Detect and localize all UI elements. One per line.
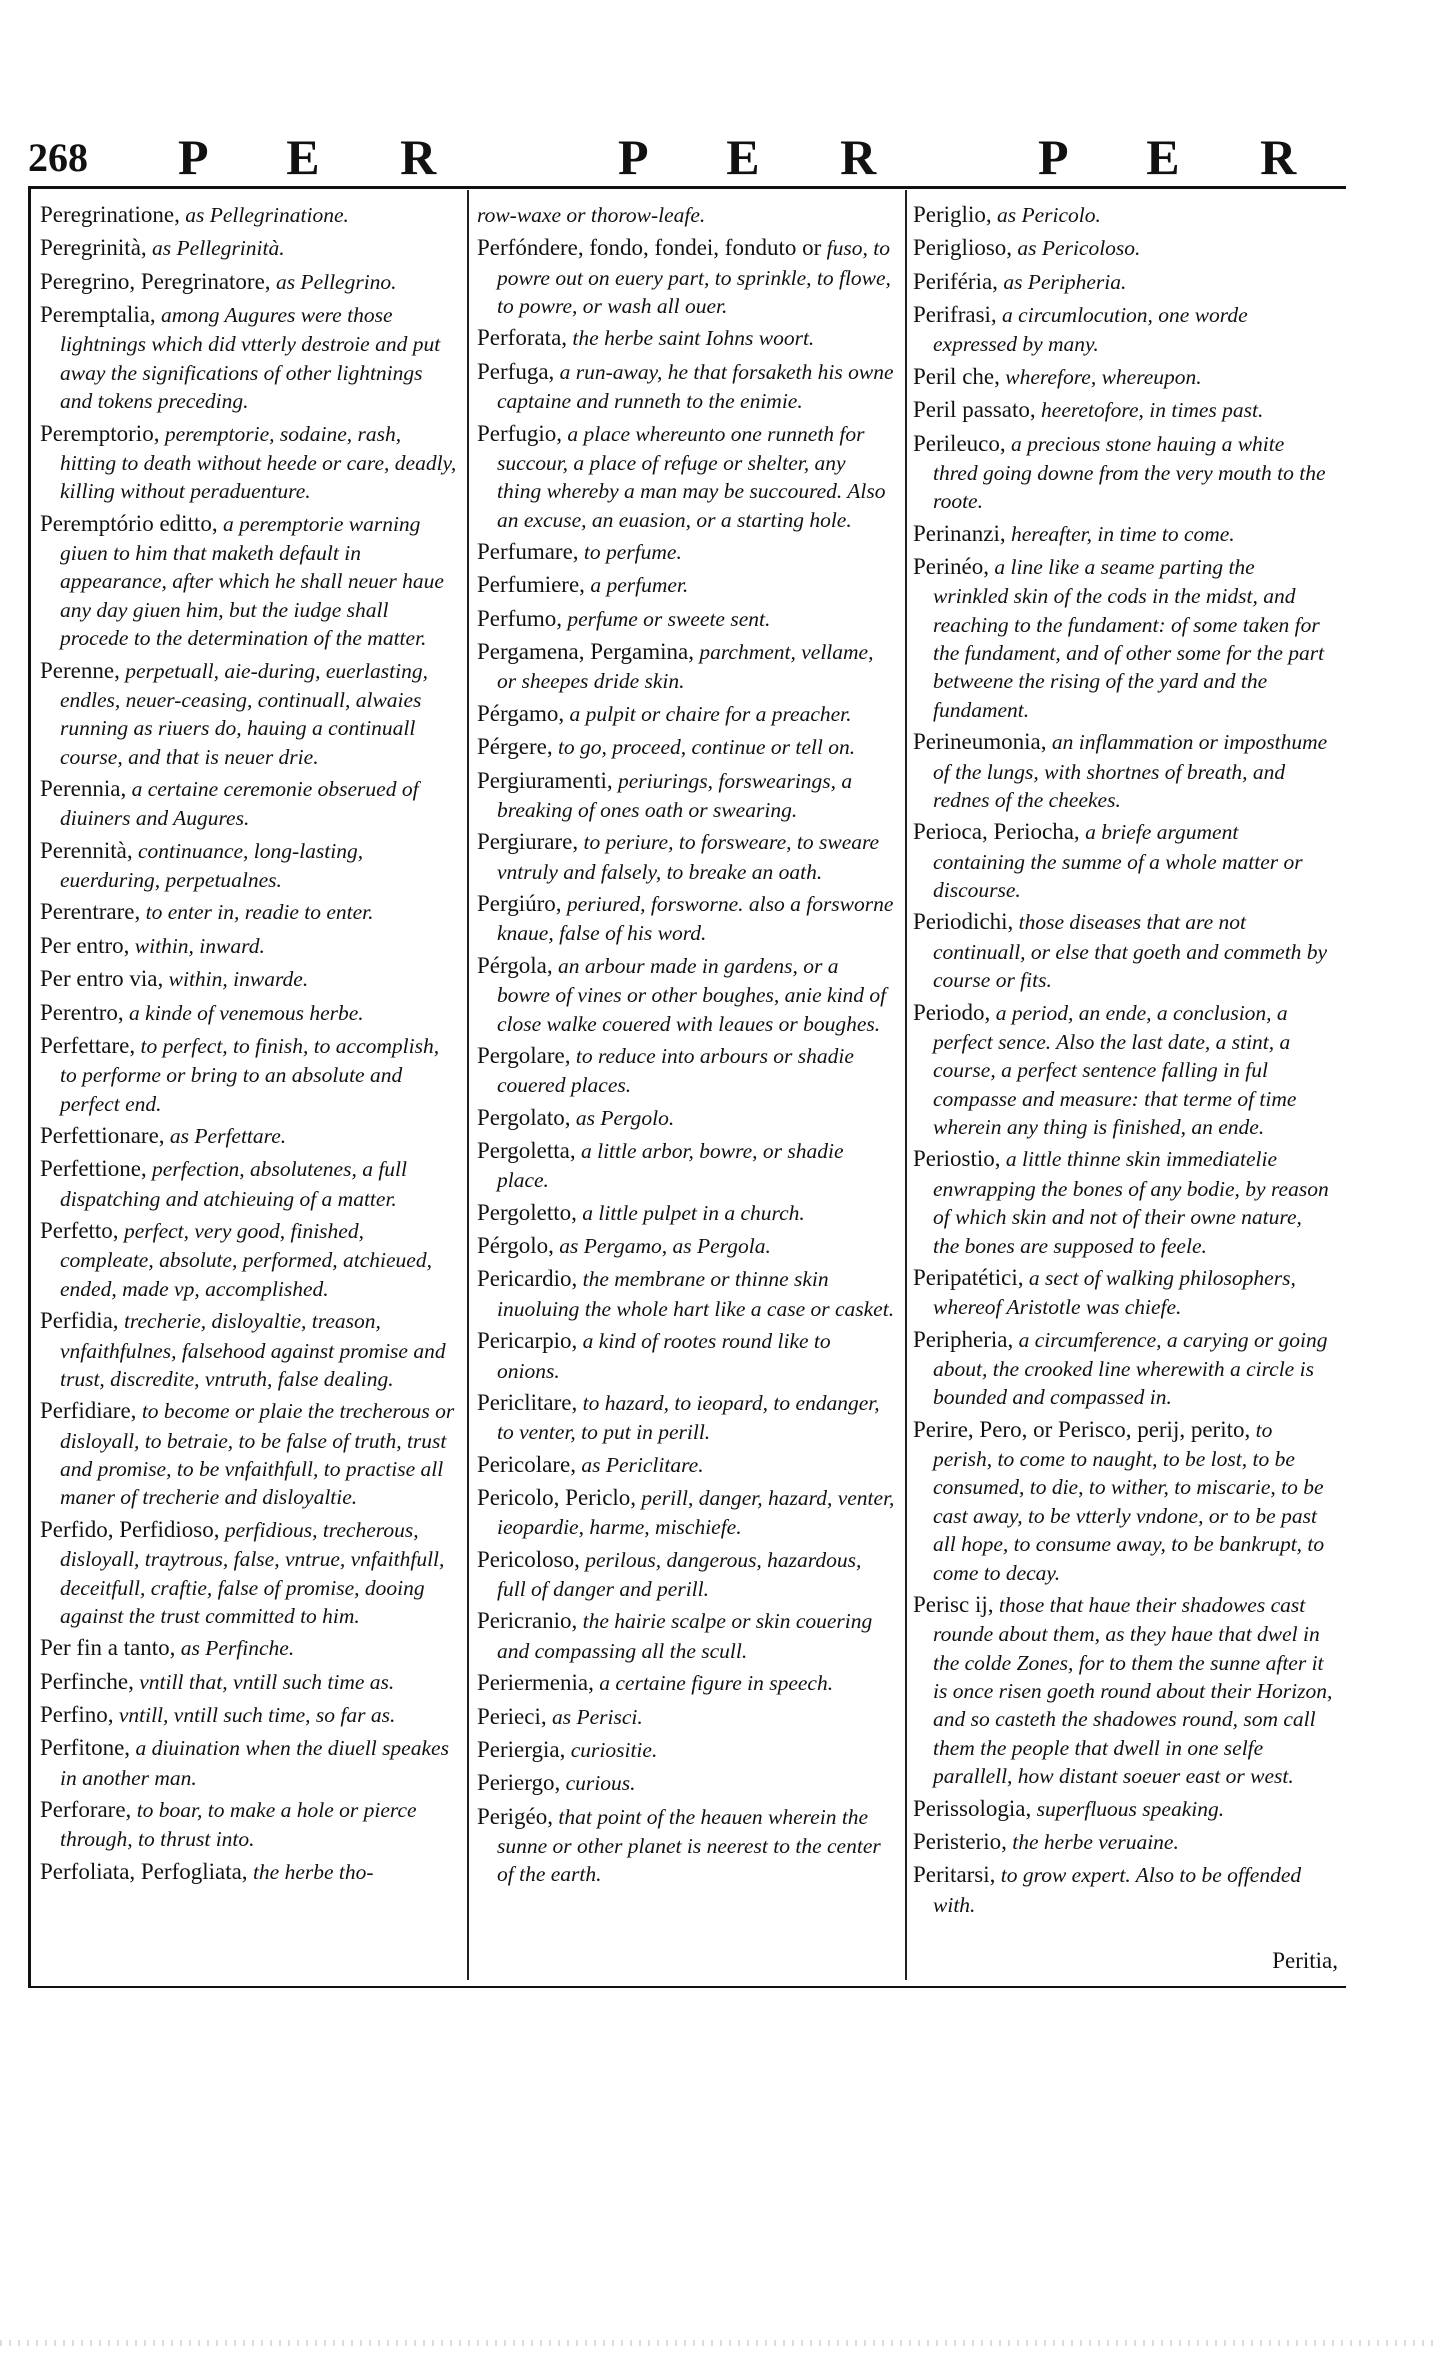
dictionary-entry	[40, 1700, 458, 1730]
entry-headword: Perire, Pero, or Perisco, perij, perito,	[913, 1416, 1251, 1442]
dictionary-entry	[477, 1326, 895, 1385]
dictionary-entry	[477, 889, 895, 948]
dictionary-entry	[40, 1795, 458, 1854]
entry-definition: to go, proceed, continue or tell on.	[557, 735, 856, 760]
entry-headword: Perigéo,	[477, 1803, 554, 1829]
dictionary-entry	[40, 897, 458, 927]
entry-definition: a little thinne skin immediatelie enwrapping the bones of any bodie, by reason of which skin and not of their owne nature, the bones are supposed to feele.	[933, 1147, 1329, 1258]
entry-definition: a certaine figure in speech.	[599, 1671, 834, 1696]
entry-definition: to periure, to forsweare, to sweare vntruly and falsely, to breake an oath.	[497, 830, 880, 884]
entry-definition: perfection, absolutenes, a full dispatching and atchieuing of a matter.	[60, 1157, 408, 1211]
entry-headword: Peregrinatione,	[40, 202, 180, 227]
entry-definition: periurings, forswearings, a breaking of ones oath or swearing.	[497, 768, 853, 822]
entry-headword: Peril passato,	[913, 397, 1036, 423]
header-rule	[28, 186, 1346, 189]
entry-definition: as Pellegrinità.	[152, 236, 285, 261]
dictionary-entry	[913, 300, 1333, 359]
entry-definition: as Pellegrinatione.	[185, 203, 349, 227]
entry-definition: a peremptorie warning giuen to him that maketh default in appearance, after which he shall neuer haue any day giuen him, but the iudge shall procede to the determination of the matter.	[60, 511, 444, 651]
entry-definition: a little arbor, bowre, or shadie place.	[497, 1138, 844, 1193]
entry-headword: Pergolato,	[477, 1104, 571, 1130]
dictionary-entry	[477, 1231, 895, 1261]
dictionary-entry	[40, 1667, 458, 1697]
entry-definition: fuso, to powre out on euery part, to sprinkle, to flowe, to powre, or wash all ouer.	[497, 236, 891, 319]
dictionary-entry	[477, 419, 895, 534]
entry-headword: Perenne,	[40, 657, 120, 683]
entry-definition: a period, an ende, a conclusion, a perfect sence. Also the last date, a stint, a course, a perfect sentence falling in ful compasse and measure: that terme of time wherein any thing is finished, an ende.	[933, 1000, 1297, 1140]
column-rule-2	[905, 190, 907, 1980]
entry-definition: hereafter, in time to come.	[1010, 521, 1235, 546]
entry-headword: Peregrinità,	[40, 235, 147, 261]
running-head-left: P E R	[178, 129, 471, 185]
entry-headword: Peremptalia,	[40, 302, 156, 328]
entry-definition: curious.	[565, 1771, 636, 1796]
entry-headword: Periglio,	[913, 202, 992, 227]
entry-definition: to perfume.	[583, 540, 682, 565]
entry-definition: the herbe veruaine.	[1012, 1829, 1179, 1854]
entry-definition: the membrane or thinne skin inuoluing the whole hart like a case or casket.	[497, 1267, 895, 1321]
entry-headword: Perfinche,	[40, 1668, 134, 1694]
entry-definition: to hazard, to ieopard, to endanger, to venter, to put in perill.	[497, 1390, 880, 1445]
dictionary-entry	[477, 1606, 895, 1665]
entry-headword: Pérgolo,	[477, 1233, 554, 1259]
entry-headword: Perfettione,	[40, 1156, 147, 1182]
entry-definition: those diseases that are not continuall, or else that goeth and commeth by course or fits.	[933, 910, 1328, 993]
entry-headword: Pericolo, Periclo,	[477, 1485, 637, 1510]
entry-headword: Pergiúro,	[477, 891, 562, 917]
entry-definition: perill, danger, hazard, venter, ieopardie, harme, mischiefe.	[497, 1486, 895, 1540]
dictionary-entry	[477, 827, 895, 886]
entry-definition: the herbe tho-	[252, 1859, 374, 1884]
entry-definition: row-waxe or thorow-leafe.	[477, 203, 706, 227]
entry-definition: to enter in, readie to enter.	[145, 900, 374, 925]
entry-headword: Pergiuramenti,	[477, 767, 613, 793]
entry-headword: Perentro,	[40, 999, 124, 1025]
entry-headword: Periclitare,	[477, 1389, 578, 1415]
dictionary-entry	[40, 836, 458, 895]
entry-headword: Perentrare,	[40, 899, 141, 925]
entry-definition: a sect of walking philosophers, whereof Aristotle was chiefe.	[933, 1265, 1296, 1320]
running-head-right: P E R	[1038, 129, 1331, 185]
dictionary-entry	[477, 732, 895, 762]
footer-rule	[28, 1986, 1346, 1988]
dictionary-entry	[913, 200, 1333, 230]
entry-definition: as Perfettare.	[169, 1124, 287, 1149]
entry-definition: vntill, vntill such time, so far as.	[118, 1703, 396, 1728]
entry-headword: Perissologia,	[913, 1795, 1032, 1821]
entry-definition: perpetuall, aie-during, euerlasting, endles, neuer-ceasing, continuall, alwaies running as riuers do, hauing a continuall course, and that is neuer drie.	[60, 658, 428, 769]
scan-edge	[0, 2340, 1438, 2346]
running-head-center: P E R	[618, 129, 911, 185]
entry-headword: Perinéo,	[913, 554, 990, 579]
dictionary-entry	[913, 727, 1333, 814]
entry-headword: Pericranio,	[477, 1608, 578, 1634]
entry-definition: a perfumer.	[590, 573, 689, 598]
entry-headword: Perfettionare,	[40, 1123, 165, 1149]
entry-definition: that point of the heauen wherein the sunne or other planet is neerest to the center of the earth.	[497, 1804, 881, 1887]
entry-headword: Per fin a tanto,	[40, 1635, 176, 1661]
entry-headword: Perforare,	[40, 1797, 132, 1823]
dictionary-entry	[477, 637, 895, 696]
entry-headword: Pérgamo,	[477, 700, 565, 726]
dictionary-entry	[913, 1860, 1333, 1919]
dictionary-entry	[913, 1590, 1333, 1791]
dictionary-entry	[913, 907, 1333, 994]
dictionary-entry	[40, 964, 458, 994]
dictionary-entry	[40, 1396, 458, 1511]
dictionary-entry	[40, 998, 458, 1028]
dictionary-entry	[40, 200, 458, 230]
dictionary-entry	[913, 519, 1333, 549]
dictionary-entry	[913, 395, 1333, 425]
entry-definition: among Augures were those lightnings which did vtterly destroie and put away the significations of other lightnings and tokens preceding.	[60, 303, 441, 414]
entry-headword: Peritarsi,	[913, 1862, 996, 1888]
entry-headword: Perennia,	[40, 776, 127, 802]
entry-definition: parchment, vellame, or sheepes dride skin.	[497, 640, 874, 694]
dictionary-entry	[913, 362, 1333, 392]
entry-headword: Peregrino, Peregrinatore,	[40, 268, 271, 294]
dictionary-entry	[913, 233, 1333, 263]
entry-definition: as Peripheria.	[1003, 269, 1127, 294]
dictionary-entry	[913, 998, 1333, 1142]
entry-headword: Pericoloso,	[477, 1546, 580, 1572]
entry-headword: Perfóndere, fondo, fondei, fonduto or	[477, 235, 822, 261]
column-rule-1	[467, 190, 469, 1980]
dictionary-entry	[913, 817, 1333, 904]
entry-headword: Peril che,	[913, 363, 1000, 389]
dictionary-entry	[40, 233, 458, 263]
entry-definition: the hairie scalpe or skin couering and compassing all the scull.	[497, 1609, 873, 1663]
dictionary-entry	[477, 604, 895, 634]
entry-headword: Pericarpio,	[477, 1328, 578, 1354]
dictionary-entry	[477, 1041, 895, 1100]
entry-definition: to grow expert. Also to be offended with.	[933, 1863, 1302, 1917]
entry-headword: Peristerio,	[913, 1828, 1007, 1854]
entry-headword: Perfido, Perfidioso,	[40, 1516, 220, 1542]
entry-headword: Perfitone,	[40, 1735, 131, 1761]
entry-headword: Pergamena, Pergamina,	[477, 639, 694, 665]
entry-definition: as Pergolo.	[575, 1105, 675, 1130]
entry-headword: Periodichi,	[913, 909, 1014, 935]
dictionary-entry	[477, 1768, 895, 1798]
dictionary-entry	[477, 570, 895, 600]
dictionary-entry	[40, 419, 458, 506]
entry-definition: a circumference, a carying or going about, the crooked line wherewith a circle is bounded and compassed in.	[933, 1327, 1328, 1410]
dictionary-entry	[477, 1264, 895, 1323]
entry-definition: to perfect, to finish, to accomplish, to performe or bring to an absolute and perfect end.	[60, 1033, 440, 1116]
dictionary-entry	[477, 1702, 895, 1732]
entry-definition: heeretofore, in times past.	[1041, 398, 1264, 423]
entry-headword: Perfugio,	[477, 420, 562, 446]
dictionary-entry	[913, 429, 1333, 516]
entry-headword: Perfidia,	[40, 1308, 119, 1334]
column-2	[477, 200, 895, 1980]
entry-definition: within, inward.	[134, 933, 265, 958]
entry-definition: as Pergamo, as Pergola.	[559, 1234, 771, 1259]
entry-definition: to become or plaie the trecherous or disloyall, to betraie, to be false of truth, trust and promise, to be vnfaithfull, to practise all maner of trecherie and disloyaltie.	[60, 1399, 455, 1510]
entry-definition: as Pellegrino.	[275, 269, 397, 294]
entry-headword: Peripatétici,	[913, 1264, 1024, 1290]
entry-headword: Per entro,	[40, 932, 130, 958]
entry-headword: Perennità,	[40, 837, 133, 863]
left-margin-rule	[28, 188, 31, 1988]
entry-definition: the herbe saint Iohns woort.	[572, 326, 815, 351]
column-1	[40, 200, 458, 1980]
entry-headword: Perileuco,	[913, 430, 1006, 456]
entry-headword: Pergiurare,	[477, 829, 579, 855]
entry-definition: as Periclitare.	[581, 1452, 704, 1477]
dictionary-entry	[40, 1216, 458, 1303]
dictionary-entry	[477, 233, 895, 320]
dictionary-entry	[477, 357, 895, 416]
catchword: Peritia,	[1272, 1948, 1338, 1973]
dictionary-entry	[913, 267, 1333, 297]
entry-headword: Pericardio,	[477, 1266, 578, 1292]
entry-definition: to boar, to make a hole or pierce through, to thrust into.	[60, 1798, 417, 1852]
dictionary-entry	[913, 1415, 1333, 1587]
entry-headword: Perfoliata, Perfogliata,	[40, 1858, 248, 1884]
entry-definition: an inflammation or imposthume of the lungs, with shortnes of breath, and rednes of the cheekes.	[933, 730, 1328, 812]
dictionary-entry	[477, 323, 895, 353]
dictionary-entry	[913, 1794, 1333, 1824]
entry-headword: Perieci,	[477, 1703, 547, 1729]
dictionary-entry	[40, 1733, 458, 1792]
entry-definition: a kind of rootes round like to onions.	[497, 1329, 831, 1383]
entry-definition: a kinde of venemous herbe.	[129, 1000, 364, 1025]
dictionary-entry	[40, 931, 458, 961]
entry-definition: a briefe argument containing the summe of a whole matter or discourse.	[933, 820, 1303, 903]
entry-definition: perfume or sweete sent.	[567, 606, 771, 631]
entry-headword: Periféria,	[913, 268, 998, 294]
dictionary-entry	[477, 1545, 895, 1604]
page-header	[28, 128, 1348, 188]
entry-definition: a circumlocution, one worde expressed by many.	[933, 303, 1248, 357]
entry-headword: Perinanzi,	[913, 520, 1006, 546]
entry-headword: Peripheria,	[913, 1326, 1014, 1352]
dictionary-entry	[40, 1857, 458, 1887]
dictionary-entry	[40, 1121, 458, 1151]
entry-headword: Perfuga,	[477, 358, 555, 384]
entry-headword: Pergoletto,	[477, 1199, 577, 1225]
entry-headword: Perisc ij,	[913, 1591, 994, 1617]
entry-headword: Pergoletta,	[477, 1137, 576, 1163]
entry-definition: perilous, dangerous, hazardous, full of danger and perill.	[497, 1547, 862, 1602]
entry-definition: within, inwarde.	[168, 967, 309, 992]
entry-headword: Perfino,	[40, 1702, 114, 1728]
dictionary-entry	[913, 1263, 1333, 1322]
page-number: 268	[28, 135, 88, 180]
dictionary-entry	[477, 537, 895, 567]
entry-definition: perfidious, trecherous, disloyall, traytrous, false, vntrue, vnfaithfull, deceitfull, craftie, false of promise, dooing against the trust committed to him.	[60, 1517, 445, 1628]
entry-definition: a run-away, he that forsaketh his owne captaine and runneth to the enimie.	[497, 359, 894, 414]
dictionary-entry	[913, 1144, 1333, 1259]
entry-definition: a precious stone hauing a white thred going downe from the very mouth to the roote.	[933, 431, 1326, 514]
entry-definition: a line like a seame parting the wrinkled skin of the cods in the midst, and reaching to the fundament: of some taken for the fundament, and of other some for the part betweene the rising of the yard and the fundament.	[933, 555, 1325, 722]
dictionary-entry	[913, 552, 1333, 724]
dictionary-entry	[40, 1031, 458, 1118]
dictionary-entry	[477, 766, 895, 825]
entry-headword: Perioca, Periocha,	[913, 819, 1080, 845]
entry-headword: Perfumare,	[477, 539, 579, 565]
dictionary-entry	[40, 300, 458, 415]
entry-definition: as Pericoloso.	[1017, 236, 1141, 261]
entry-headword: Pergolare,	[477, 1042, 571, 1068]
dictionary-entry	[913, 1325, 1333, 1412]
dictionary-entry	[40, 267, 458, 297]
entry-headword: Periodo,	[913, 999, 991, 1025]
entry-headword: Peremptorio,	[40, 420, 160, 446]
entry-headword: Pérgere,	[477, 734, 553, 760]
entry-definition: a pulpit or chaire for a preacher.	[569, 701, 852, 726]
entry-headword: Periergia,	[477, 1736, 566, 1762]
entry-definition: continuance, long-lasting, euerduring, perpetualnes.	[60, 838, 364, 893]
entry-definition: vntill that, vntill such time as.	[139, 1669, 395, 1694]
entry-headword: Perfettare,	[40, 1032, 136, 1058]
entry-headword: Perfetto,	[40, 1218, 119, 1244]
entry-headword: Periergo,	[477, 1770, 561, 1796]
entry-headword: Perfidiare,	[40, 1398, 137, 1424]
dictionary-entry	[477, 951, 895, 1038]
dictionary-entry	[477, 1103, 895, 1133]
dictionary-entry	[477, 1450, 895, 1480]
dictionary-entry	[40, 656, 458, 771]
column-3	[913, 200, 1333, 1980]
entry-definition: as Pericolo.	[996, 203, 1101, 227]
dictionary-entry	[40, 1633, 458, 1663]
entry-definition: superfluous speaking.	[1036, 1796, 1225, 1821]
dictionary-entry	[477, 1668, 895, 1698]
entry-definition: as Perisci.	[551, 1704, 643, 1729]
entry-definition: a place whereunto one runneth for succour, a place of refuge or shelter, any thing whereby a man may be succoured. Also an excuse, an euasion, or a starting hole.	[497, 421, 886, 532]
dictionary-entry	[477, 1735, 895, 1765]
entry-definition: an arbour made in gardens, or a bowre of vines or other boughes, anie kind of close walke couered with leaues or boughes.	[497, 953, 887, 1036]
entry-definition: perfect, very good, finished, compleate, absolute, performed, atchieued, ended, made vp, accomplished.	[60, 1219, 432, 1301]
entry-headword: Pérgola,	[477, 952, 553, 978]
dictionary-entry	[40, 509, 458, 653]
entry-headword: Per entro via,	[40, 966, 164, 992]
entry-headword: Periglioso,	[913, 235, 1013, 261]
dictionary-entry	[477, 1136, 895, 1195]
dictionary-entry	[40, 774, 458, 833]
dictionary-entry	[40, 1154, 458, 1213]
entry-definition: to reduce into arbours or shadie couered places.	[497, 1043, 854, 1098]
entry-definition: a certaine ceremonie obserued of diuiners and Augures.	[60, 777, 419, 831]
dictionary-entry	[477, 1198, 895, 1228]
entry-definition: a little pulpet in a church.	[582, 1200, 805, 1225]
dictionary-entry	[913, 1827, 1333, 1857]
entry-headword: Perforata,	[477, 325, 568, 351]
dictionary-entry	[477, 1483, 895, 1542]
dictionary-entry	[40, 1515, 458, 1630]
entry-definition: those that haue their shadowes cast rounde about them, as they haue that dwel in the colde Zones, for to them the sunne after it is once risen goeth round about their Horizon, and so casteth the shadowes round, som call them the people that dwell in one selfe parallell, how distant soeuer east or west.	[933, 1592, 1333, 1789]
entry-headword: Perfumiere,	[477, 572, 585, 598]
entry-headword: Pericolare,	[477, 1451, 576, 1477]
entry-definition: to perish, to come to naught, to be lost, to be consumed, to die, to wither, to miscarie, to be cast away, to be vtterly vndone, or to be past all hope, to consume away, to be bankrupt, to come to decay.	[933, 1417, 1325, 1585]
entry-definition: periured, forsworne. also a forsworne knaue, false of his word.	[497, 892, 894, 946]
entry-definition: trecherie, disloyaltie, treason, vnfaithfulnes, falsehood against promise and trust, discredite, vntruth, false dealing.	[60, 1309, 446, 1391]
entry-definition: as Perfinche.	[180, 1636, 295, 1661]
entry-headword: Periermenia,	[477, 1670, 594, 1696]
dictionary-entry	[477, 1388, 895, 1447]
entry-headword: Perineumonia,	[913, 729, 1047, 755]
entry-headword: Perfumo,	[477, 605, 562, 631]
entry-definition: wherefore, whereupon.	[1005, 364, 1202, 389]
entry-headword: Periostio,	[913, 1146, 1001, 1172]
entry-definition: peremptorie, sodaine, rash, hitting to death without heede or care, deadly, killing without peraduenture.	[60, 421, 457, 504]
entry-definition: a diuination when the diuell speakes in another man.	[60, 1736, 449, 1790]
dictionary-entry	[477, 1802, 895, 1889]
dictionary-entry	[40, 1306, 458, 1393]
dictionary-entry	[477, 699, 895, 729]
entry-headword: Peremptório editto,	[40, 510, 218, 536]
dictionary-entry	[477, 200, 895, 230]
entry-headword: Perifrasi,	[913, 302, 997, 328]
entry-definition: curiositie.	[570, 1737, 658, 1762]
